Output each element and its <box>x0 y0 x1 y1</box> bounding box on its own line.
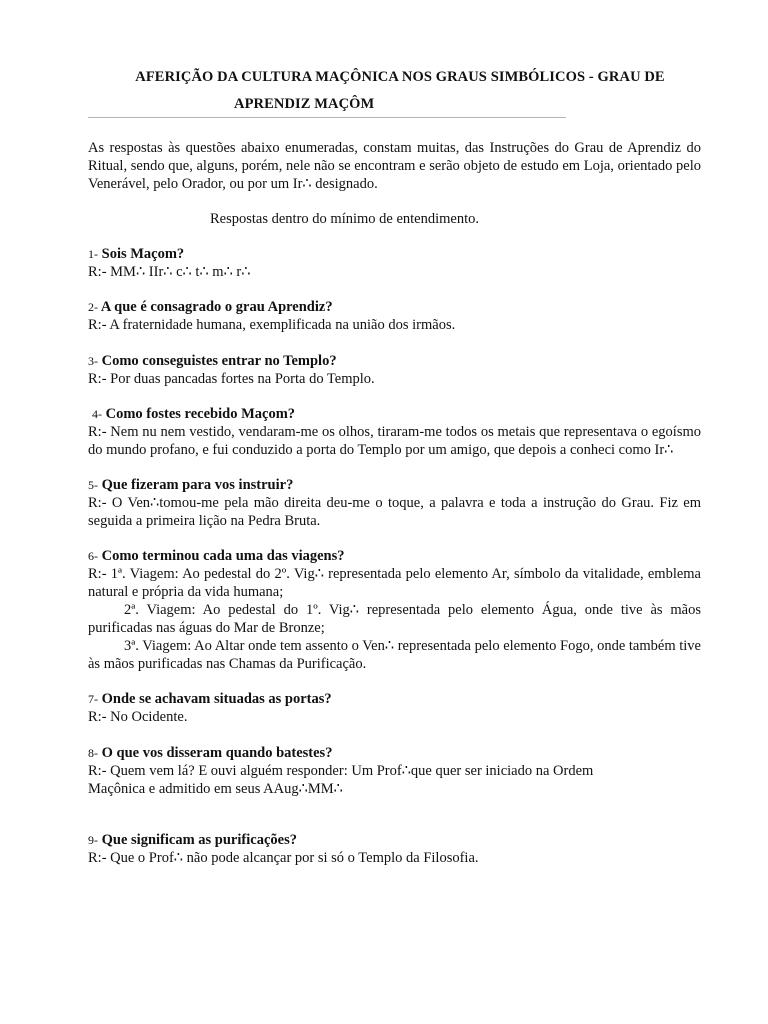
question-number: 9- <box>88 833 98 847</box>
answer-text: R:- Que o Prof∴ não pode alcançar por si só o Templo da Filosofia. <box>88 850 479 866</box>
question-number: 8- <box>88 746 98 760</box>
answer-text: R:- MM∴ IIr∴ c∴ t∴ m∴ r∴ <box>88 264 251 280</box>
answers-subtitle: Respostas dentro do mínimo de entendimento. <box>210 211 480 227</box>
question-text: Onde se achavam situadas as portas? <box>101 691 332 707</box>
question-heading <box>88 831 701 849</box>
question-text: Como terminou cada uma das viagens? <box>101 548 345 564</box>
question-text: O que vos disseram quando batestes? <box>101 745 333 761</box>
question-block-9 <box>88 831 701 867</box>
question-number: 6- <box>88 549 98 563</box>
question-heading <box>88 405 701 423</box>
question-heading <box>88 690 701 708</box>
answer-viagem-3: 3ª. Viagem: Ao Altar onde tem assento o Ven∴ representada pelo elemento Fogo, onde também tive às mãos purificadas nas Chamas da Purificação. <box>88 638 701 672</box>
question-block-2 <box>88 298 701 334</box>
question-text: Sois Maçom? <box>101 246 185 262</box>
question-block-1 <box>88 245 701 281</box>
question-number: 7- <box>88 692 98 706</box>
answer-text: R:- Quem vem lá? E ouvi alguém responder: Um Prof∴que quer ser iniciado na Ordem Maçônica e admitido em seus AAug∴MM∴ <box>88 763 594 797</box>
question-text: Como conseguistes entrar no Templo? <box>101 353 337 369</box>
question-block-3 <box>88 352 701 388</box>
question-heading <box>88 298 701 316</box>
question-heading <box>88 547 701 565</box>
title-divider <box>88 117 566 118</box>
question-heading <box>88 245 701 263</box>
question-number: 5- <box>88 478 98 492</box>
document-title <box>88 64 704 118</box>
answer-viagem-1: R:- 1ª. Viagem: Ao pedestal do 2º. Vig∴ representada pelo elemento Ar, símbolo da vitalidade, emblema natural e própria da vida humana; <box>88 566 701 600</box>
intro-paragraph: As respostas às questões abaixo enumeradas, constam muitas, das Instruções do Grau de Aprendiz do Ritual, sendo que, alguns, porém, nele não se encontram e serão objeto de estudo em Loja, orientado pelo Venerável, pelo Orador, ou por um Ir∴ designado. <box>88 140 701 192</box>
question-text: A que é consagrado o grau Aprendiz? <box>100 299 333 315</box>
answer-text: R:- Nem nu nem vestido, vendaram-me os olhos, tiraram-me todos os metais que representava o egoísmo do mundo profano, e fui conduzido a porta do Templo por um amigo, que depois a conheci como Ir∴ <box>88 424 701 458</box>
question-heading <box>88 476 701 494</box>
question-number: 4- <box>92 407 102 421</box>
question-block-6 <box>88 547 701 673</box>
answer-text: R:- A fraternidade humana, exemplificada na união dos irmãos. <box>88 317 456 333</box>
question-block-5 <box>88 476 701 530</box>
question-text: Como fostes recebido Maçom? <box>105 406 296 422</box>
answer-text: R:- Por duas pancadas fortes na Porta do Templo. <box>88 371 375 387</box>
answer-text: R:- No Ocidente. <box>88 709 188 725</box>
question-heading <box>88 744 701 762</box>
title-line-1: AFERIÇÃO DA CULTURA MAÇÔNICA NOS GRAUS SIMBÓLICOS - GRAU DE <box>135 69 665 85</box>
question-text: Que fizeram para vos instruir? <box>101 477 294 493</box>
question-heading <box>88 352 701 370</box>
question-number: 2- <box>88 300 98 314</box>
question-block-8 <box>88 744 701 798</box>
title-line-2: APRENDIZ MAÇÔM <box>234 96 375 112</box>
question-number: 1- <box>88 247 98 261</box>
question-number: 3- <box>88 354 98 368</box>
answer-text: R:- O Ven∴tomou-me pela mão direita deu-me o toque, a palavra e toda a instrução do Grau. Fiz em seguida a primeira lição na Pedra Bruta. <box>88 495 701 529</box>
answer-viagem-2: 2ª. Viagem: Ao pedestal do 1º. Vig∴ representada pelo elemento Água, onde tive às mãos purificadas nas águas do Mar de Bronze; <box>88 602 701 636</box>
document-body <box>88 139 701 867</box>
question-block-7 <box>88 690 701 726</box>
question-block-4 <box>88 405 701 459</box>
question-text: Que significam as purificações? <box>101 832 297 848</box>
